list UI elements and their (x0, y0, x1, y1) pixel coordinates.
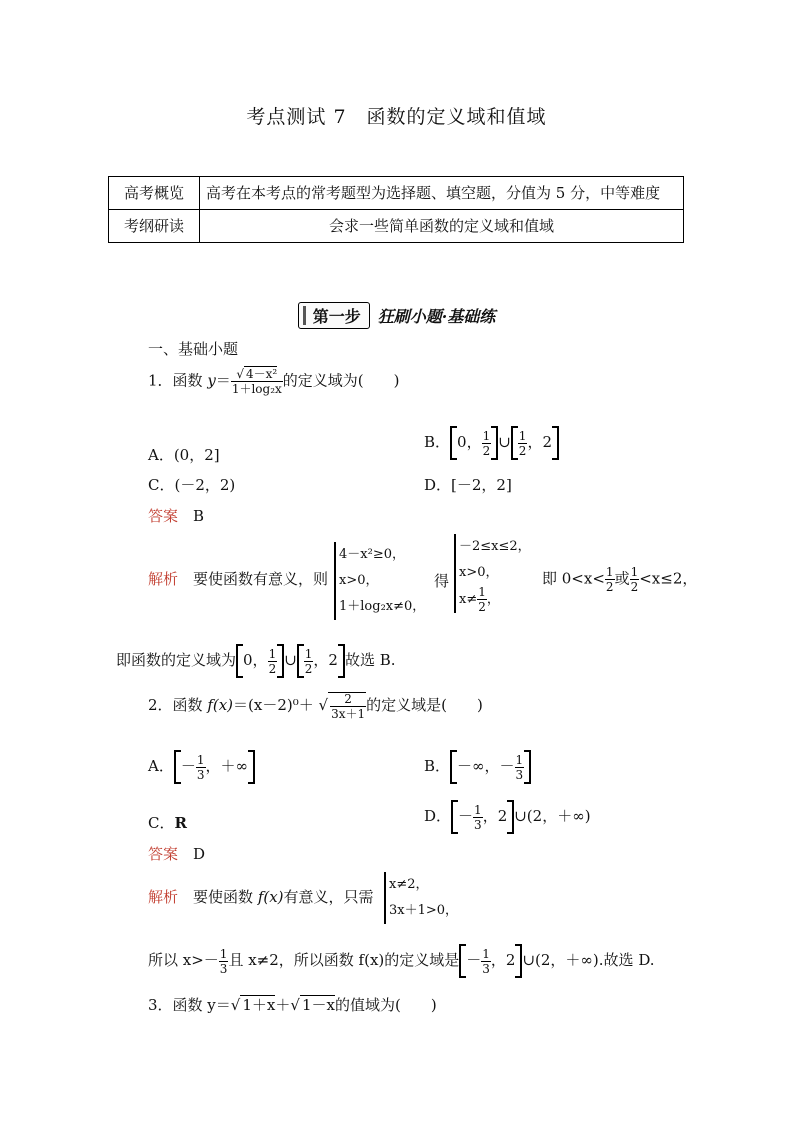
q1-option-b (424, 426, 559, 460)
q2-optc-prefix: C． (148, 814, 175, 832)
q2-optd-frac (473, 804, 483, 831)
q1-sys2-line: x>0， (459, 565, 499, 580)
q2-suffix: 的定义域是( ) (366, 696, 483, 714)
q1-conclusion (116, 644, 396, 678)
overview-row (109, 177, 684, 210)
q2-concl-frac-den: 3 (219, 961, 228, 976)
q2-analysis-fx: f(x) (257, 888, 284, 906)
q2-stem: 2．函数 f(x)＝(x－2)⁰＋ √ $\frac{2}{3x+1}$ 的定义域是( ) (148, 692, 483, 721)
q1-ji-frac2-num: 1 (630, 565, 639, 579)
q1-eq: ＝ (215, 371, 231, 390)
q3-stem: 3．函数 y＝√ 1＋x＋√ 1－x的值域为( ) (148, 996, 437, 1014)
overview-table (108, 176, 684, 243)
q1-sys2-comma: ， (486, 592, 500, 607)
q1-optb-frac2-num: 1 (518, 428, 527, 443)
q1-concl-frac1 (268, 648, 278, 675)
q1-fraction-den: 1＋log₂x (231, 382, 282, 396)
page-title: 考点测试 7 函数的定义域和值域 (246, 106, 547, 128)
q2-optb-frac (515, 754, 525, 781)
answer-label: 答案 (148, 845, 179, 863)
q2-concl-a: 所以 x>－ (148, 951, 219, 969)
q2-optd-a: － (458, 807, 474, 825)
q1-sys2-line (459, 586, 531, 613)
q2-concl-frac2 (481, 948, 491, 975)
q2-fx: f(x) (207, 696, 234, 714)
q1-optb-frac1-num: 1 (482, 428, 491, 443)
q3-prefix: 3．函数 y＝ (148, 996, 231, 1014)
q2-fraction-num: 2 (330, 693, 366, 707)
q2-analysis-mid: 有意义，只需 (283, 888, 374, 906)
q1-option-c: C．(－2，2) (148, 476, 236, 494)
q3-suffix: 的值域为( ) (334, 996, 437, 1014)
q2-concl-frac2-den: 3 (482, 961, 490, 976)
q1-sys1-line: 4－x²≥0， (339, 547, 405, 562)
q2-sys-line: x≠2， (389, 877, 429, 892)
q1-analysis-intro (148, 568, 328, 590)
bracket-left (236, 644, 243, 678)
bracket-left (450, 426, 457, 460)
q1-system-1 (334, 542, 425, 620)
q2-fraction-den: 3x＋1 (331, 707, 366, 721)
q2-optb-prefix: B． (424, 757, 451, 775)
q2-option-c (148, 812, 187, 834)
q2-opta-frac-den: 3 (196, 767, 205, 782)
analysis-label: 解析 (148, 888, 179, 906)
q1-suffix: 的定义域为( ) (282, 371, 400, 390)
q2-opta-prefix: A． (148, 757, 174, 775)
overview-label: 高考概览 (109, 177, 200, 210)
q1-sys2-line: －2≤x≤2， (459, 539, 531, 554)
q2-answer (148, 843, 205, 865)
syllabus-row (109, 210, 684, 243)
q2-prefix: 2．函数 (148, 696, 208, 714)
q2-concl-c: － (466, 951, 482, 969)
q1-y: y (207, 371, 216, 390)
bracket-left (174, 750, 181, 784)
q2-optb-a: －∞，－ (457, 757, 515, 775)
q2-optd-tail: ∪(2，＋∞) (514, 807, 591, 825)
q2-concl-b: 且 x≠2，所以函数 f(x)的定义域是 (228, 951, 460, 969)
q1-optb-frac1-den: 2 (482, 443, 491, 458)
q1-option-a: A．(0，2] (148, 446, 220, 464)
step-box: 第一步 (298, 302, 370, 329)
q2-option-b (424, 750, 531, 784)
q1-ji (542, 566, 697, 593)
bracket-left (451, 800, 458, 834)
q1-ji-frac1-num: 1 (605, 565, 614, 579)
q1-optb-a: 0， (457, 433, 482, 451)
q1-ji-or: 或 (614, 569, 630, 588)
q1-option-d: D．[－2，2] (424, 476, 512, 494)
q2-optd-frac-den: 3 (474, 817, 482, 832)
q1-concl-frac2-den: 2 (304, 661, 313, 676)
q1-concl-frac1-num: 1 (268, 646, 277, 661)
q2-answer-value: D (193, 845, 206, 863)
q1-optb-union: ∪ (498, 433, 511, 451)
q2-opta-frac (196, 754, 206, 781)
q3-plus: ＋ (275, 996, 291, 1014)
q2-optb-frac-num: 1 (515, 752, 524, 767)
q2-opta-frac-num: 1 (196, 752, 205, 767)
q1-concl-end: 故选 B. (344, 651, 396, 669)
analysis-label: 解析 (148, 570, 179, 588)
q2-optd-b: ，2 (482, 807, 508, 825)
bracket-right (552, 426, 559, 460)
q1-sys2-frac-den: 2 (478, 600, 486, 614)
q3-root1: 1＋x (242, 996, 276, 1014)
answer-label: 答案 (148, 507, 179, 525)
q2-optd-prefix: D． (424, 807, 452, 825)
q1-optb-frac2 (518, 430, 528, 457)
q2-opta-b: ，＋∞ (205, 757, 248, 775)
q2-eq: ＝(x－2)⁰＋ (233, 696, 319, 714)
q1-optb-frac2-den: 2 (518, 443, 527, 458)
q1-optb-b: ，2 (527, 433, 552, 451)
q2-optc-value: R (174, 814, 187, 832)
q1-concl-frac1-den: 2 (268, 661, 277, 676)
q1-prefix: 1．函数 (148, 371, 208, 390)
q2-concl-frac2-num: 1 (482, 946, 490, 961)
q1-ji-intro: 即 0<x< (542, 569, 605, 588)
q1-concl-frac2 (304, 648, 314, 675)
q1-de: 得 (434, 572, 450, 590)
q1-analysis-text: 要使函数有意义，则 (193, 570, 329, 588)
q1-sys2-ne: x≠ (459, 592, 478, 607)
section-heading: 一、基础小题 (148, 340, 239, 358)
q3-root2: 1－x (301, 996, 335, 1014)
q1-answer-value: B (193, 507, 205, 525)
q2-sys-line: 3x＋1>0， (389, 903, 459, 918)
q1-sys2-frac (477, 586, 487, 613)
q1-system-2 (454, 534, 531, 613)
q2-concl-frac (219, 948, 229, 975)
q1-fraction (231, 368, 283, 395)
syllabus-label: 考纲研读 (109, 210, 200, 243)
q2-conclusion (148, 944, 655, 978)
q1-concl-frac2-num: 1 (304, 646, 313, 661)
q1-ji-frac1-den: 2 (605, 580, 614, 594)
q1-concl-a: 0， (243, 651, 268, 669)
bracket-right (248, 750, 255, 784)
q1-optb-frac1 (482, 430, 492, 457)
q1-stem (148, 368, 400, 395)
bracket-right (338, 644, 345, 678)
bracket-right (524, 750, 531, 784)
q2-fraction (328, 692, 366, 720)
q2-option-a (148, 750, 255, 784)
step-subtitle: 狂刷小题·基础练 (377, 307, 496, 326)
q2-concl-tail: ∪(2，＋∞).故选 D. (522, 951, 655, 969)
q1-sqrt: 4－x² (246, 367, 278, 381)
q1-answer (148, 505, 204, 527)
q2-option-d (424, 800, 591, 834)
q1-concl-b: ，2 (313, 651, 338, 669)
q1-sys2-frac-num: 1 (478, 585, 486, 599)
q2-analysis (148, 886, 374, 908)
bracket-left (511, 426, 518, 460)
q2-analysis-intro: 要使函数 (193, 888, 258, 906)
q1-fraction-num: √ 4－x² (231, 368, 283, 382)
q2-optd-frac-num: 1 (474, 802, 482, 817)
step-header (0, 302, 793, 329)
q2-opta-a: － (180, 757, 196, 775)
q1-ji-frac2-den: 2 (630, 580, 639, 594)
q2-system (384, 872, 458, 924)
overview-text: 高考在本考点的常考题型为选择题、填空题，分值为 5 分，中等难度 (200, 177, 684, 210)
q1-sys1-line: x>0， (339, 573, 379, 588)
q1-concl-union: ∪ (284, 651, 297, 669)
q1-ji-frac2 (630, 566, 640, 593)
q1-concl-intro: 即函数的定义域为 (116, 651, 237, 669)
q1-ji-end: <x≤2， (639, 569, 698, 588)
q2-optb-frac-den: 3 (515, 767, 524, 782)
q1-optb-prefix: B． (424, 433, 451, 451)
bracket-left (450, 750, 457, 784)
bracket-left (297, 644, 304, 678)
q2-concl-d: ，2 (490, 951, 516, 969)
q2-concl-frac-num: 1 (219, 946, 228, 961)
syllabus-text: 会求一些简单函数的定义域和值域 (200, 210, 684, 243)
q1-ji-frac1 (605, 566, 615, 593)
q1-sys1-line: 1＋log₂x≠0， (339, 599, 426, 614)
